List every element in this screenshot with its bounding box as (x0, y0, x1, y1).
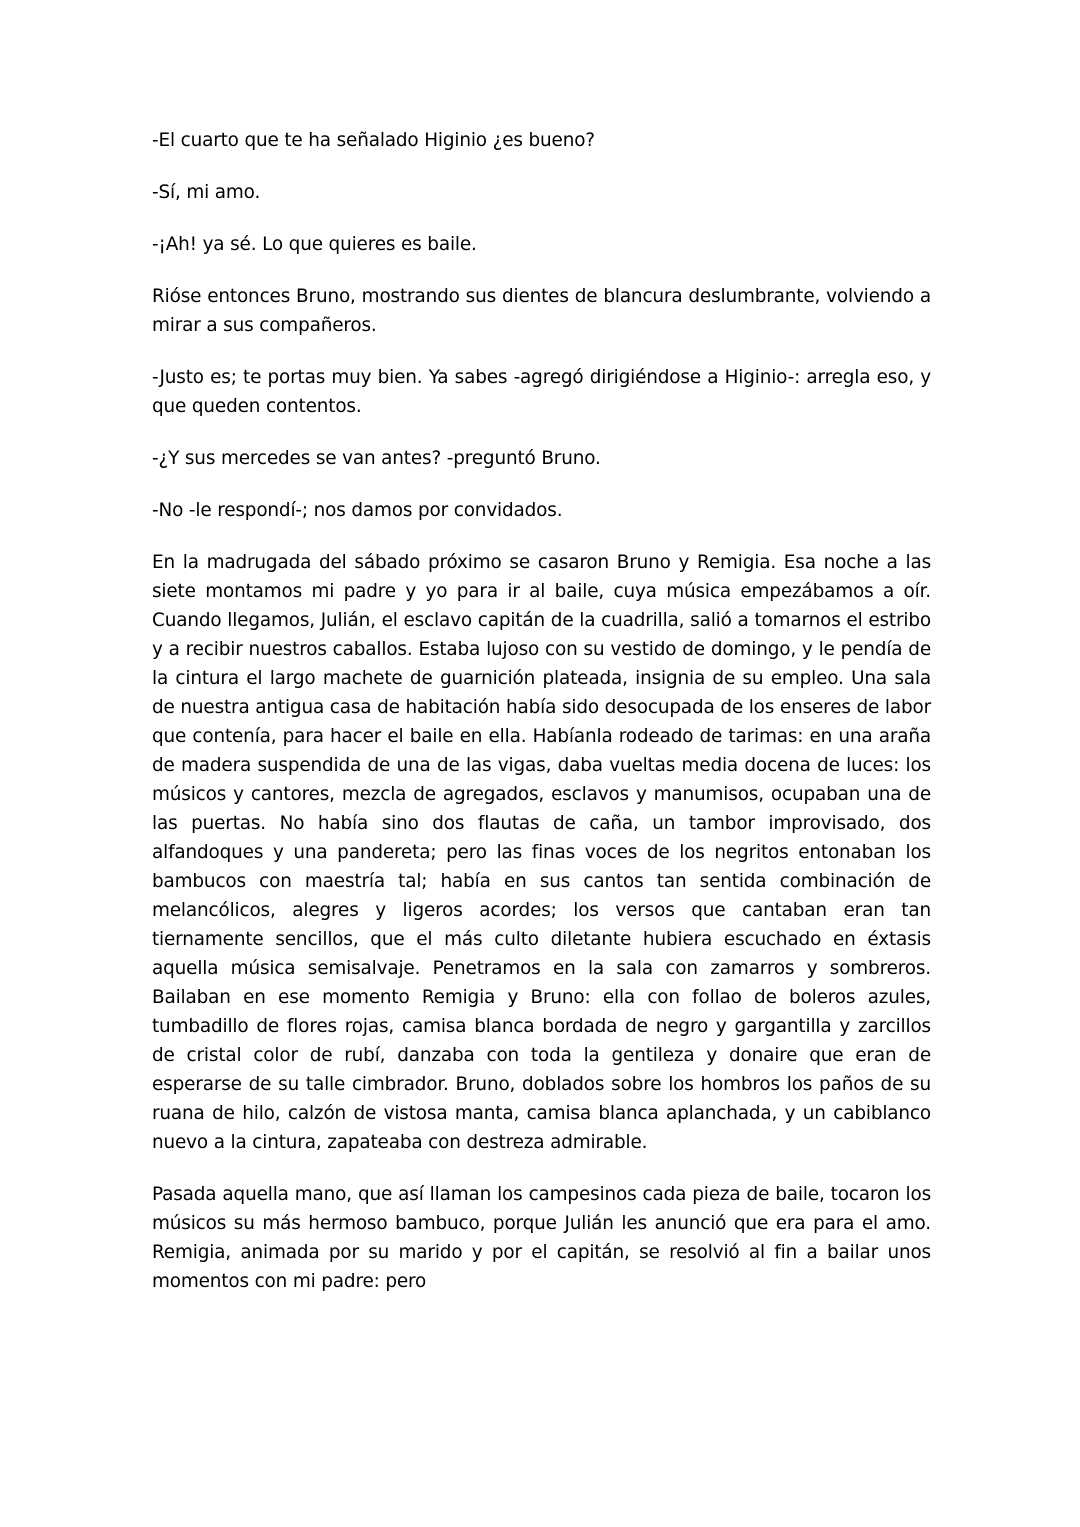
document-text-block (152, 126, 931, 1296)
paragraph-narrative-2: En la madrugada del sábado próximo se casaron Bruno y Remigia. Esa noche a las siete montamos mi padre y yo para ir al baile, cuya música empezábamos a oír. Cuando llegamos, Julián, el esclavo capitán de la cuadrilla, salió a tomarnos el estribo y a recibir nuestros caballos. Estaba lujoso con su vestido de domingo, y le pendía de la cintura el largo machete de guarnición plateada, insignia de su empleo. Una sala de nuestra antigua casa de habitación había sido desocupada de los enseres de labor que contenía, para hacer el baile en ella. Habíanla rodeado de tarimas: en una araña de madera suspendida de una de las vigas, daba vueltas media docena de luces: los músicos y cantores, mezcla de agregados, esclavos y manumisos, ocupaban una de las puertas. No había sino dos flautas de caña, un tambor improvisado, dos alfandoques y una pandereta; pero las finas voces de los negritos entonaban los bambucos con maestría tal; había en sus cantos tan sentida combinación de melancólicos, alegres y ligeros acordes; los versos que cantaban eran tan tiernamente sencillos, que el más culto diletante hubiera escuchado en éxtasis aquella música semisalvaje. Penetramos en la sala con zamarros y sombreros. Bailaban en ese momento Remigia y Bruno: ella con follao de boleros azules, tumbadillo de flores rojas, camisa blanca bordada de negro y gargantilla y zarcillos de cristal color de rubí, danzaba con toda la gentileza y donaire que eran de esperarse de su talle cimbrador. Bruno, doblados sobre los hombros los paños de su ruana de hilo, calzón de vistosa manta, camisa blanca aplanchada, y un cabiblanco nuevo a la cintura, zapateaba con destreza admirable. (152, 552, 931, 1153)
paragraph-dialogue-3: -¡Ah! ya sé. Lo que quieres es baile. (152, 234, 477, 255)
paragraph-dialogue-4: -Justo es; te portas muy bien. Ya sabes -agregó dirigiéndose a Higinio-: arregla eso, y que queden contentos. (152, 367, 931, 417)
paragraph-narrative-3: Pasada aquella mano, que así llaman los campesinos cada pieza de baile, tocaron los músicos su más hermoso bambuco, porque Julián les anunció que era para el amo. Remigia, animada por su marido y por el capitán, se resolvió al fin a bailar unos momentos con mi padre: pero (152, 1184, 931, 1292)
paragraph-dialogue-6: -No -le respondí-; nos damos por convidados. (152, 500, 563, 521)
paragraph-dialogue-2: -Sí, mi amo. (152, 182, 261, 203)
paragraph-narrative-1: Rióse entonces Bruno, mostrando sus dientes de blancura deslumbrante, volviendo a mirar a sus compañeros. (152, 286, 931, 336)
paragraph-dialogue-1: -El cuarto que te ha señalado Higinio ¿es bueno? (152, 130, 595, 151)
paragraph-dialogue-5: -¿Y sus mercedes se van antes? -preguntó Bruno. (152, 448, 601, 469)
